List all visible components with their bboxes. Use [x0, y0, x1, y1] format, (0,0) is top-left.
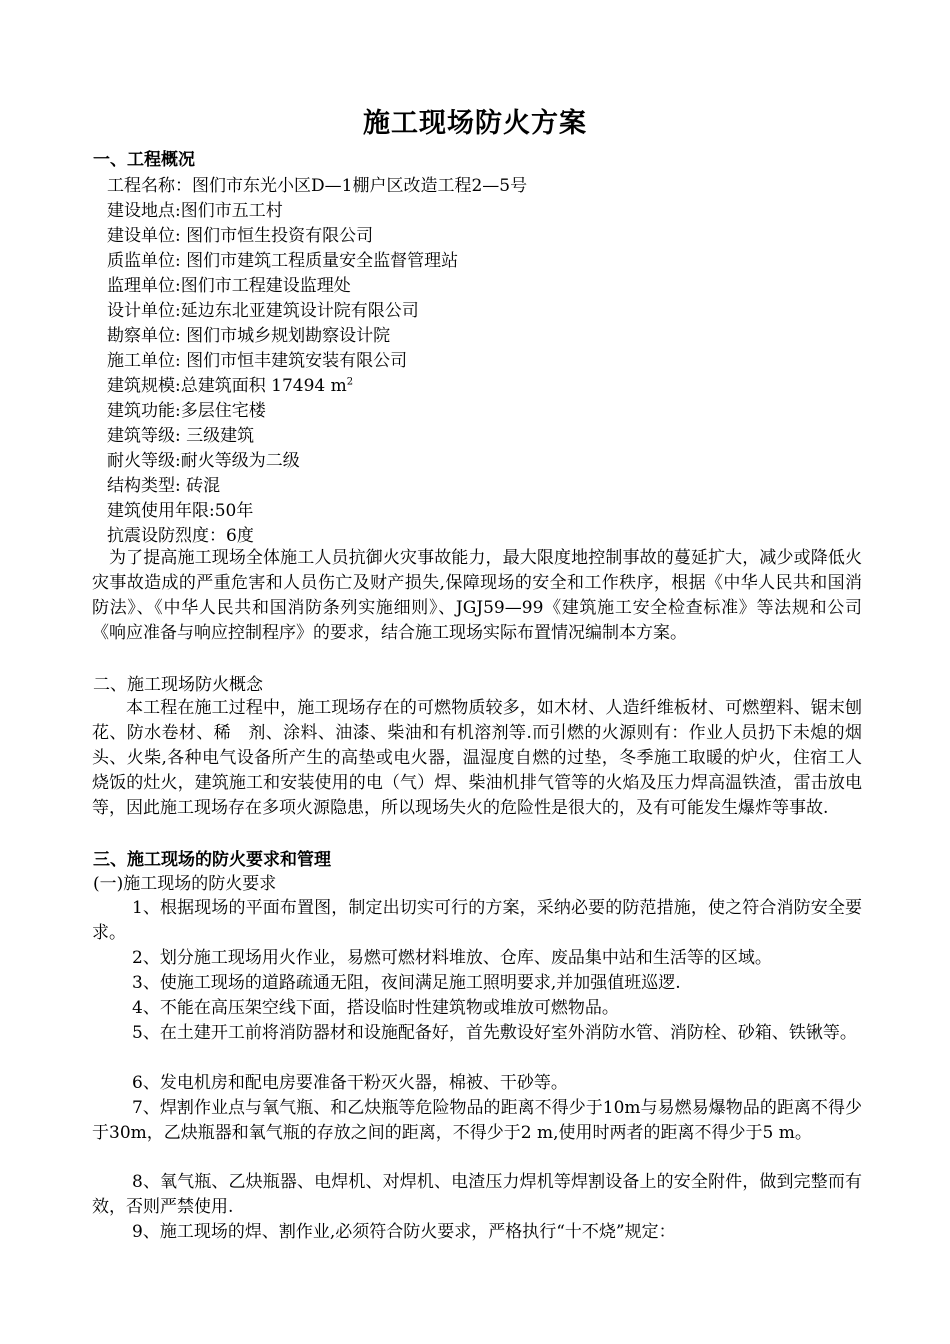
section-3-subheading: (一)施工现场的防火要求 [93, 874, 277, 894]
field-developer: 建设单位: 图们市恒生投资有限公司 [107, 226, 374, 246]
field-function: 建筑功能:多层住宅楼 [107, 401, 266, 421]
field-survey: 勘察单位: 图们市城乡规划勘察设计院 [107, 326, 391, 346]
field-grade: 建筑等级: 三级建筑 [107, 426, 255, 446]
field-quality-supervision: 质监单位: 图们市建筑工程质量安全监督管理站 [107, 251, 459, 271]
field-designer: 设计单位:延边东北亚建筑设计院有限公司 [107, 301, 419, 321]
field-supervisor: 监理单位:图们市工程建设监理处 [107, 276, 351, 296]
field-fire-rating: 耐火等级:耐火等级为二级 [107, 451, 300, 471]
field-scale-superscript: 2 [346, 376, 354, 388]
requirement-item-7: 7、焊割作业点与氧气瓶、和乙炔瓶等危险物品的距离不得少于10m与易燃易爆物品的距离不得少于30m，乙炔瓶器和氧气瓶的存放之间的距离，不得少于2 m,使用时两者的距离不得少于5 m。 [92, 1098, 862, 1143]
requirement-item-5: 5、在土建开工前将消防器材和设施配备好，首先敷设好室外消防水管、消防栓、砂箱、铁锹等。 [132, 1023, 857, 1043]
section-2-paragraph: 本工程在施工过程中，施工现场存在的可燃物质较多，如木材、人造纤维板材、可燃塑料、锯末刨花、防水卷材、稀 剂、涂料、油漆、柴油和有机溶剂等.而引燃的火源则有：作业人员扔下未熄的烟头、火柴,各种电气设备所产生的高垫或电火器，温湿度自燃的过垫，冬季施工取暖的炉火，住宿工人烧饭的灶火，建筑施工和安装使用的电（气）焊、柴油机排气管等的火焰及压力焊高温铁渣，雷击放电等，因此施工现场存在多项火源隐患，所以现场失火的危险性是很大的，及有可能发生爆炸等事故. [92, 698, 862, 818]
section-2-heading: 二、施工现场防火概念 [93, 675, 263, 695]
field-structure: 结构类型: 砖混 [107, 476, 221, 496]
field-seismic: 抗震设防烈度：6度 [107, 526, 254, 546]
field-service-life: 建筑使用年限:50年 [107, 501, 254, 521]
requirement-item-3: 3、使施工现场的道路疏通无阻，夜间满足施工照明要求,并加强值班巡逻. [132, 973, 681, 993]
document-title: 施工现场防火方案 [363, 108, 587, 139]
requirement-item-8: 8、氧气瓶、乙炔瓶器、电焊机、对焊机、电渣压力焊机等焊割设备上的安全附件，做到完整而有效，否则严禁使用. [92, 1172, 862, 1217]
requirement-item-1: 1、根据现场的平面布置图，制定出切实可行的方案，采纳必要的防范措施，使之符合消防安全要求。 [92, 898, 862, 943]
section-1-heading: 一、工程概况 [93, 150, 195, 170]
section-3-heading: 三、施工现场的防火要求和管理 [93, 850, 331, 870]
field-location: 建设地点:图们市五工村 [107, 201, 283, 221]
requirement-item-2: 2、划分施工现场用火作业，易燃可燃材料堆放、仓库、废品集中站和生活等的区域。 [132, 948, 772, 968]
requirement-item-6: 6、发电机房和配电房要准备干粉灭火器，棉被、干砂等。 [132, 1073, 568, 1093]
field-contractor: 施工单位: 图们市恒丰建筑安装有限公司 [107, 351, 408, 371]
section-1-paragraph: 为了提高施工现场全体施工人员抗御火灾事故能力，最大限度地控制事故的蔓延扩大，减少或降低火灾事故造成的严重危害和人员伤亡及财产损失,保障现场的安全和工作秩序，根据《中华人民共和国消防法》、《中华人民共和国消防条列实施细则》、JGJ59—99《建筑施工安全检查标准》等法规和公司《响应准备与响应控制程序》的要求，结合施工现场实际布置情况编制本方案。 [92, 548, 862, 643]
field-scale-text: 建筑规模:总建筑面积 17494 m [107, 376, 347, 396]
requirement-item-4: 4、不能在高压架空线下面，搭设临时性建筑物或堆放可燃物品。 [132, 998, 619, 1018]
requirement-item-9: 9、施工现场的焊、割作业,必须符合防火要求，严格执行“十不烧”规定： [132, 1222, 676, 1242]
field-project-name: 工程名称：图们市东光小区D—1棚户区改造工程2—5号 [107, 176, 528, 196]
field-scale [107, 374, 353, 398]
